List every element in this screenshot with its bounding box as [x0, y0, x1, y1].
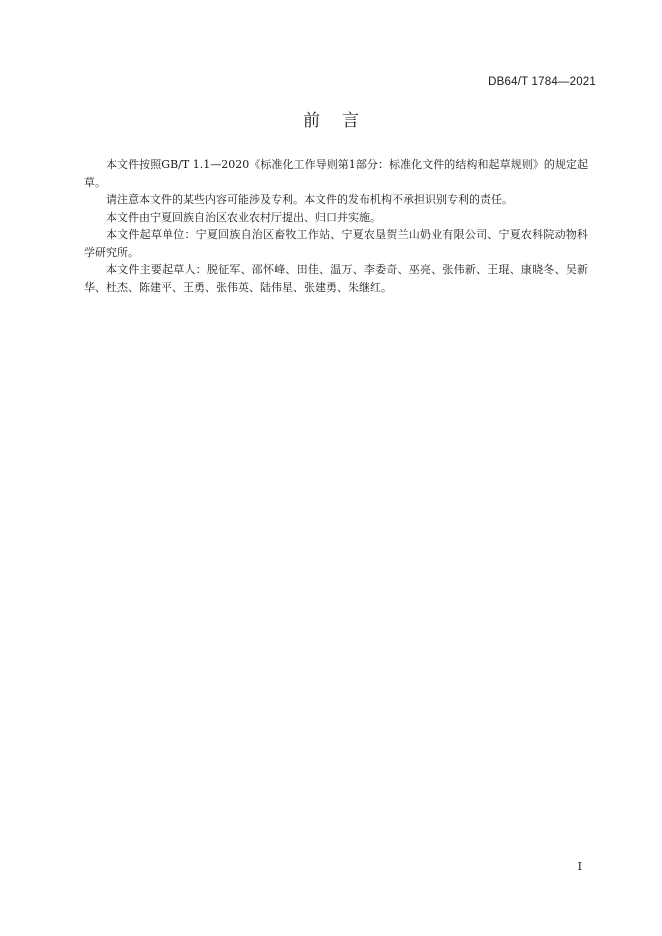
page-number: I — [577, 860, 582, 873]
paragraph-drafting-rules: 本文件按照GB/T 1.1—2020《标准化工作导则第1部分：标准化文件的结构和起草规则》的规定起草。 — [84, 158, 588, 189]
paragraph-patent-notice: 请注意本文件的某些内容可能涉及专利。本文件的发布机构不承担识别专利的责任。 — [106, 193, 513, 206]
document-code: DB64/T 1784—2021 — [488, 76, 596, 88]
paragraph-drafters: 本文件主要起草人：脱征军、邵怀峰、田佳、温万、李委奇、巫亮、张伟新、王琨、康晓冬、吴新华、杜杰、陈建平、王勇、张伟英、陆伟星、张建勇、朱继红。 — [84, 263, 588, 294]
page-title: 前言 — [303, 111, 381, 131]
paragraph-proposer: 本文件由宁夏回族自治区农业农村厅提出、归口并实施。 — [106, 210, 381, 224]
paragraph-drafting-units: 本文件起草单位：宁夏回族自治区畜牧工作站、宁夏农垦贺兰山奶业有限公司、宁夏农科院动物科学研究所。 — [84, 228, 588, 259]
foreword-body — [84, 156, 588, 296]
